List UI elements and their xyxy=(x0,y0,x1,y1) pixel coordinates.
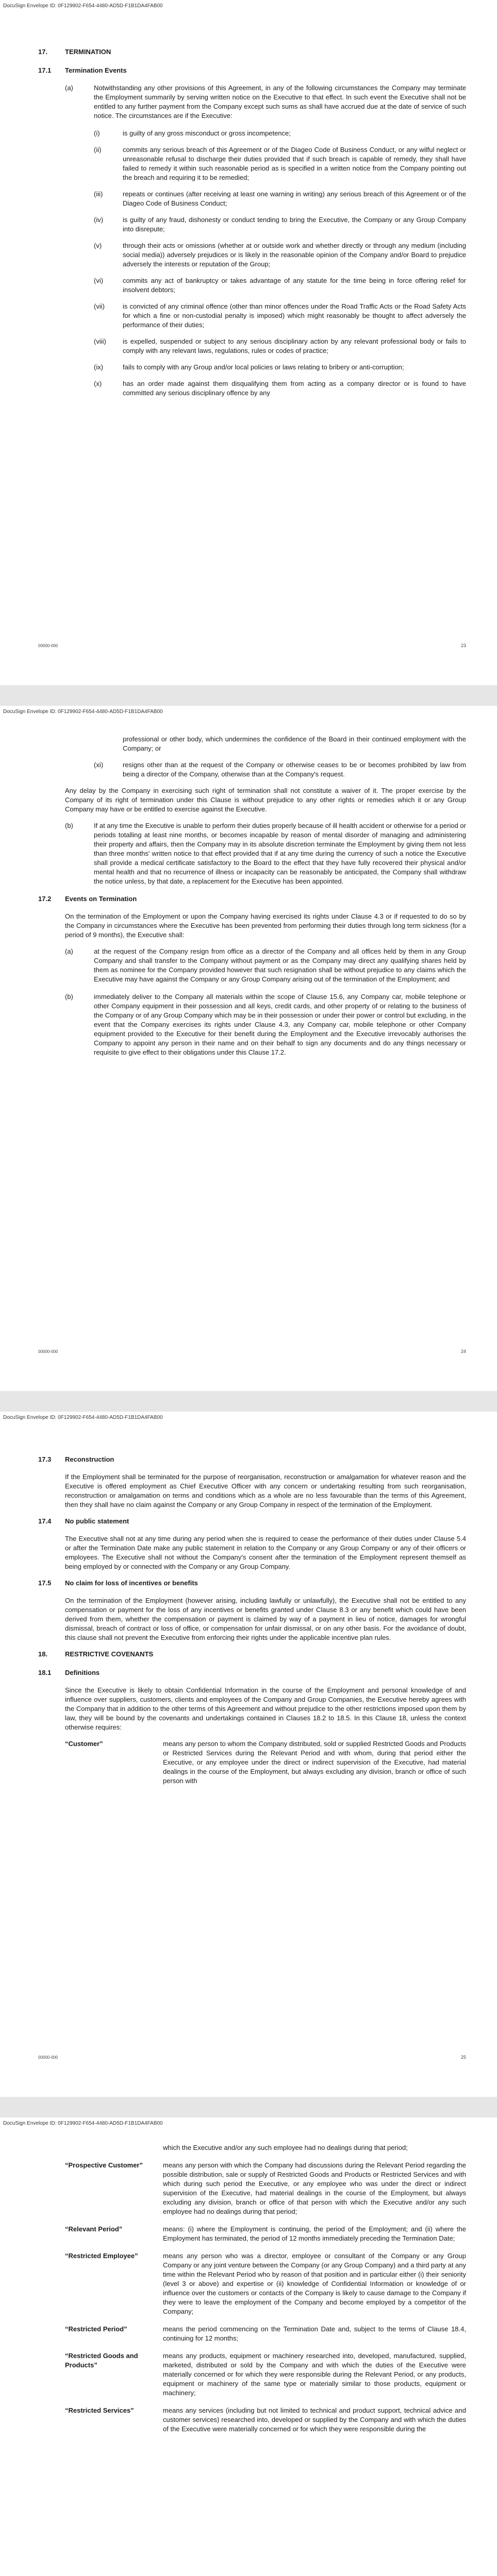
sub-item xyxy=(94,241,466,269)
sub-item-label: (ix) xyxy=(94,363,104,371)
page-number: 23 xyxy=(460,643,466,648)
document-page-2 xyxy=(0,706,497,1391)
sub-item-text: commits any act of bankruptcy or takes advantage of any statute for the time being in force offering relief for insolvent debtors; xyxy=(123,277,466,294)
item-label: (a) xyxy=(65,84,73,92)
document-page-4 xyxy=(0,2117,497,2576)
clause-number: 17.2 xyxy=(38,895,52,903)
clause-paragraph: Any delay by the Company in exercising such right of termination shall not constitute a waiver of it. The proper exercise by the Company of its right of termination under this Clause is without prejudice to any other rights or remedies which it or any Group Company may have or be entitled to exercise against the Executive. xyxy=(65,787,466,813)
definition-text: means any person to whom the Company distributed, sold or supplied Restricted Goods and Products or Restricted Services during the Relevant Period and with whom, during that period either the Executive, or any employee under the direct or indirect supervision of the Executive, had material dealings in the course of the Employment, but always excluding any division, branch or office of such person with xyxy=(163,1740,466,1785)
page-content xyxy=(38,47,466,405)
section-number: 18. xyxy=(38,1650,48,1658)
document-page-1 xyxy=(0,0,497,685)
definition-term: “Relevant Period” xyxy=(65,2225,123,2233)
sub-item-label: (viii) xyxy=(94,337,106,345)
sub-item xyxy=(94,276,466,295)
clause-number: 17.5 xyxy=(38,1579,52,1587)
definition-row xyxy=(65,2325,466,2343)
sub-item-label: (vii) xyxy=(94,302,105,310)
definition-row xyxy=(65,2351,466,2398)
footer-doc-id: 00000-000 xyxy=(38,1349,58,1354)
envelope-id: DocuSign Envelope ID: 0F129902-F654-4480-AD5D-F1B1DA4FAB00 xyxy=(3,1415,163,1420)
definition-term: “Prospective Customer” xyxy=(65,2161,143,2169)
definition-row xyxy=(65,2251,466,2316)
sub-item-text: is convicted of any criminal offence (other than minor offences under the Road Traffic Acts or the Road Safety Acts for which a fine or non-custodial penalty is imposed) which might reasonably be thought to affect adversely the performance of their duties; xyxy=(123,302,466,329)
clause-title: No public statement xyxy=(65,1517,129,1525)
clause-title: Reconstruction xyxy=(65,1455,114,1463)
sub-item-text: resigns other than at the request of the Company or otherwise ceases to be or becomes prohibited by law from being a director of the Company, otherwise than at the Company's request. xyxy=(123,761,466,778)
page-content xyxy=(38,735,466,1065)
sub-item-label: (v) xyxy=(94,242,102,249)
clause-paragraph: If the Employment shall be terminated for the purpose of reorganisation, reconstruction or amalgamation for whatever reason and the Executive is offered employment as Chief Executive Officer with any concern or undertaking resulting from such reorganisation, reconstruction or amalgamation on terms and conditions which as a whole are no less favourable than the terms of this Agreement, then they shall have no claim against the Company or any Group Company in respect of the termination of the Employment. xyxy=(65,1473,466,1509)
definition-term: “Restricted Services” xyxy=(65,2406,134,2414)
item-text: immediately deliver to the Company all materials within the scope of Clause 15.6, any Company car, mobile telephone or other Company equipment in their possession and all keys, credit cards, and other property of or relating to the business of the Company or of any Group Company which may be in their possession or under their power or control but excluding, in the event that the Company exercises its rights under Clause 4.3, any Company car, mobile telephone or other Company equipment provided to the Executive for their benefit during the Employment and the Executive irrevocably authorises the Company to appoint any person in their name and on their behalf to sign any documents and do any things necessary or requisite to give effect to their obligations under this Clause 17.2. xyxy=(94,993,466,1056)
definition-text: means the period commencing on the Termination Date and, subject to the terms of Clause 18.4, continuing for 12 months; xyxy=(163,2325,466,2342)
sub-item-label: (ii) xyxy=(94,146,102,154)
definition-row xyxy=(65,1739,466,1786)
definition-text: means: (i) where the Employment is continuing, the period of the Employment; and (ii) where the Employment has terminated, the period of 12 months immediately preceding the Termination Date; xyxy=(163,2225,466,2242)
clause-heading-events-on-termination xyxy=(38,894,466,904)
section-heading-termination xyxy=(38,47,466,57)
sub-item xyxy=(94,760,466,779)
sub-item-label: (i) xyxy=(94,129,100,137)
clause-paragraph: The Executive shall not at any time during any period when she is required to cease the performance of their duties under Clause 5.4 or after the Termination Date make any public statement in relation to the Company or any Group Company or any of their officers or employees. The Executive shall not without the Company's consent after the termination of the Employment represent themself as being employed by or connected with the Company or any Group Company. xyxy=(65,1535,466,1570)
definition-row xyxy=(65,2406,466,2434)
sub-item-label: (iv) xyxy=(94,216,104,224)
sub-item-text: repeats or continues (after receiving at least one warning in writing) any serious breach of this Agreement or of the Diageo Code of Business Conduct; xyxy=(123,190,466,207)
clause-number: 17.3 xyxy=(38,1455,52,1463)
sub-item-text: fails to comply with any Group and/or local policies or laws relating to bribery or anti-corruption; xyxy=(123,363,404,371)
clause-heading-no-public-statement xyxy=(38,1517,466,1526)
sub-item-label xyxy=(94,735,123,753)
definition-text: means any person who was a director, employee or consultant of the Company or any Group Company or any joint venture between the Company (or any Group Company) and a third party at any time within the Relevant Period who by reason of that position and in particular either (i) their seniority (level 3 or above) and expertise or (ii) knowledge of Confidential Information or knowledge of or influence over the customers or contacts of the Company is likely to cause damage to the Company if they were to leave the employment of the Company and become employed by a competitor of the Company; xyxy=(163,2252,466,2315)
sub-item-text: is guilty of any gross misconduct or gross incompetence; xyxy=(123,129,291,137)
envelope-id: DocuSign Envelope ID: 0F129902-F654-4480-AD5D-F1B1DA4FAB00 xyxy=(3,709,163,715)
section-heading-restrictive-covenants xyxy=(38,1650,466,1659)
definition-term: “Restricted Employee” xyxy=(65,2252,138,2260)
definition-term: “Restricted Period” xyxy=(65,2325,127,2333)
definition-text-continued: which the Executive and/or any such employee had no dealings during that period; xyxy=(163,2144,408,2151)
sub-item-continued xyxy=(94,735,466,753)
sub-item xyxy=(94,302,466,330)
envelope-id: DocuSign Envelope ID: 0F129902-F654-4480-AD5D-F1B1DA4FAB00 xyxy=(3,3,163,9)
clause-heading-no-claim xyxy=(38,1579,466,1588)
section-number: 17. xyxy=(38,48,48,56)
envelope-id: DocuSign Envelope ID: 0F129902-F654-4480-AD5D-F1B1DA4FAB00 xyxy=(3,2121,163,2126)
section-title: RESTRICTIVE COVENANTS xyxy=(65,1650,154,1658)
sub-item-label: (xi) xyxy=(94,761,104,769)
clause-title: Definitions xyxy=(65,1669,100,1676)
page-number: 24 xyxy=(460,1349,466,1354)
sub-item-text: through their acts or omissions (whether at or outside work and whether directly or through any medium (including social media)) adversely prejudices or is likely in the reasonable opinion of the Company and/or Board to prejudice adversely the interests or reputation of the Group; xyxy=(123,242,466,268)
sub-item-label: (x) xyxy=(94,380,102,387)
section-title: TERMINATION xyxy=(65,48,111,56)
item-text: at the request of the Company resign from office as a director of the Company and all offices held by them in any Group Company and shall transfer to the Company without payment or as the Company may direct any qualifying shares held by them as nominee for the Company provided however that such resignation shall be without prejudice to any claims which the Executive may have against the Company or any Group Company arising out of the termination of the Employment; and xyxy=(94,947,466,983)
sub-item-text: has an order made against them disqualifying them from acting as a company director or is found to have committed any serious disciplinary offence by any xyxy=(123,380,466,397)
sub-item xyxy=(94,379,466,398)
clause-heading-termination-events xyxy=(38,66,466,75)
clause-item xyxy=(65,992,466,1057)
page-content xyxy=(38,2143,466,2442)
sub-item xyxy=(94,145,466,182)
sub-item xyxy=(94,129,466,138)
page-number: 25 xyxy=(460,2055,466,2060)
clause-number: 18.1 xyxy=(38,1669,52,1676)
clause-number: 17.4 xyxy=(38,1517,52,1525)
clause-paragraph: On the termination of the Employment or upon the Company having exercised its rights under Clause 4.3 or if requested to do so by the Company in circumstances where the Executive has been prevented from performing their duties through long term sickness (for a period of 9 months), the Executive shall: xyxy=(65,912,466,939)
definition-text: means any products, equipment or machinery researched into, developed, manufactured, supplied, marketed, distributed or sold by the Company and with which the duties of the Executive were materially concerned or for which they were responsible during the Relevant Period, or any products, equipment or machinery of the same type or materially similar to those products, equipment or machinery; xyxy=(163,2352,466,2397)
item-label: (b) xyxy=(65,993,73,1001)
sub-item xyxy=(94,337,466,355)
clause-item xyxy=(65,947,466,984)
clause-title: No claim for loss of incentives or benefits xyxy=(65,1579,198,1587)
sub-item xyxy=(94,190,466,208)
item-label: (a) xyxy=(65,947,73,955)
sub-item xyxy=(94,215,466,234)
item-label: (b) xyxy=(65,822,73,829)
clause-title: Termination Events xyxy=(65,66,127,74)
clause-number: 17.1 xyxy=(38,66,52,74)
sub-item-text: is guilty of any fraud, dishonesty or conduct tending to bring the Executive, the Company or any Group Company into disrepute; xyxy=(123,216,466,233)
footer-doc-id: 00000-000 xyxy=(38,643,58,648)
sub-item-label: (iii) xyxy=(94,190,103,198)
definition-term: “Customer” xyxy=(65,1740,103,1748)
definition-term: “Restricted Goods and Products” xyxy=(65,2352,138,2369)
definition-text: means any services (including but not limited to technical and product support, technical advice and customer services) researched into, developed or supplied by the Company and with which the duties of the Executive were materially concerned or for which they were responsible during the xyxy=(163,2406,466,2433)
item-text: If at any time the Executive is unable to perform their duties properly because of ill health accident or otherwise for a period or periods totalling at least nine months, or becomes incapable by reason of mental disorder of managing and administering their property and affairs, then the Company may in its absolute discretion terminate the Employment by giving them not less than three months' written notice to that effect provided that if at any time during the currency of such a notice the Executive shall provide a medical certificate satisfactory to the Board to the effect that they have fully recovered their physical and/or mental health and that no recurrence of illness or incapacity can be reasonably be anticipated, the Company shall withdraw the notice unless, by that date, a replacement for the Executive has been appointed. xyxy=(94,822,466,885)
clause-item xyxy=(65,821,466,886)
footer-doc-id: 00000-000 xyxy=(38,2055,58,2060)
definition-row xyxy=(65,2225,466,2243)
clause-heading-definitions xyxy=(38,1668,466,1677)
item-text: Notwithstanding any other provisions of this Agreement, in any of the following circumstances the Company may terminate the Employment summarily by serving written notice on the Executive to that effect. In such event the Executive shall not be entitled to any further payment from the Company except such sums as shall have accrued due at the date of service of such notice. The circumstances are if the Executive: xyxy=(94,84,466,120)
definition-row xyxy=(65,2161,466,2216)
page-content xyxy=(38,1455,466,1794)
clause-paragraph: On the termination of the Employment (however arising, including lawfully or unlawfully), the Executive shall not be entitled to any compensation or payment for the loss of any incentives or benefits granted under Clause 8.3 or any benefit which could have been derived from them, whether the compensation or payment is claimed by way of a payment in lieu of notice, damages for wrongful dismissal, breach of contract or loss of office, or compensation for unfair dismissal, or on any other basis. For the avoidance of doubt, this clause shall not prevent the Executive from enforcing their rights under the applicable incentive plan rules. xyxy=(65,1597,466,1641)
clause-heading-reconstruction xyxy=(38,1455,466,1464)
clause-title: Events on Termination xyxy=(65,895,137,903)
sub-item xyxy=(94,363,466,372)
sub-item-text: commits any serious breach of this Agreement or of the Diageo Code of Business Conduct, or any wilful neglect or unreasonable refusal to discharge their duties provided that if such breach is capable of remedy, they shall have failed to remedy it within such reasonable period as is specified in a written notice from the Company pointing out the breach and requiring it to be remedied; xyxy=(123,146,466,181)
definition-text: means any person with which the Company had discussions during the Relevant Period regarding the possible distribution, sale or supply of Restricted Goods and Products or Restricted Services and with which during such period the Executive, or any employee who was under the direct or indirect supervision of the Executive, had material dealings in the course of the Employment, but always excluding any division, branch or office of that person with which the Executive and/or any such employee had no dealings during that period; xyxy=(163,2161,466,2215)
clause-paragraph: Since the Executive is likely to obtain Confidential Information in the course of the Employment and personal knowledge of and influence over suppliers, customers, clients and employees of the Company and Group Companies, the Executive hereby agrees with the Company that in addition to the other terms of this Agreement and without prejudice to the other restrictions imposed upon them by law, they will be bound by the covenants and undertakings contained in Clauses 18.2 to 18.5. In this Clause 18, unless the context otherwise requires: xyxy=(65,1686,466,1731)
sub-item-text: professional or other body, which undermines the confidence of the Board in their continued employment with the Company; or xyxy=(123,735,466,752)
sub-item-text: is expelled, suspended or subject to any serious disciplinary action by any relevant professional body or fails to comply with any relevant laws, regulations, rules or codes of practice; xyxy=(123,337,466,354)
clause-item xyxy=(65,83,466,121)
document-page-3 xyxy=(0,1412,497,2097)
sub-item-label: (vi) xyxy=(94,277,104,284)
